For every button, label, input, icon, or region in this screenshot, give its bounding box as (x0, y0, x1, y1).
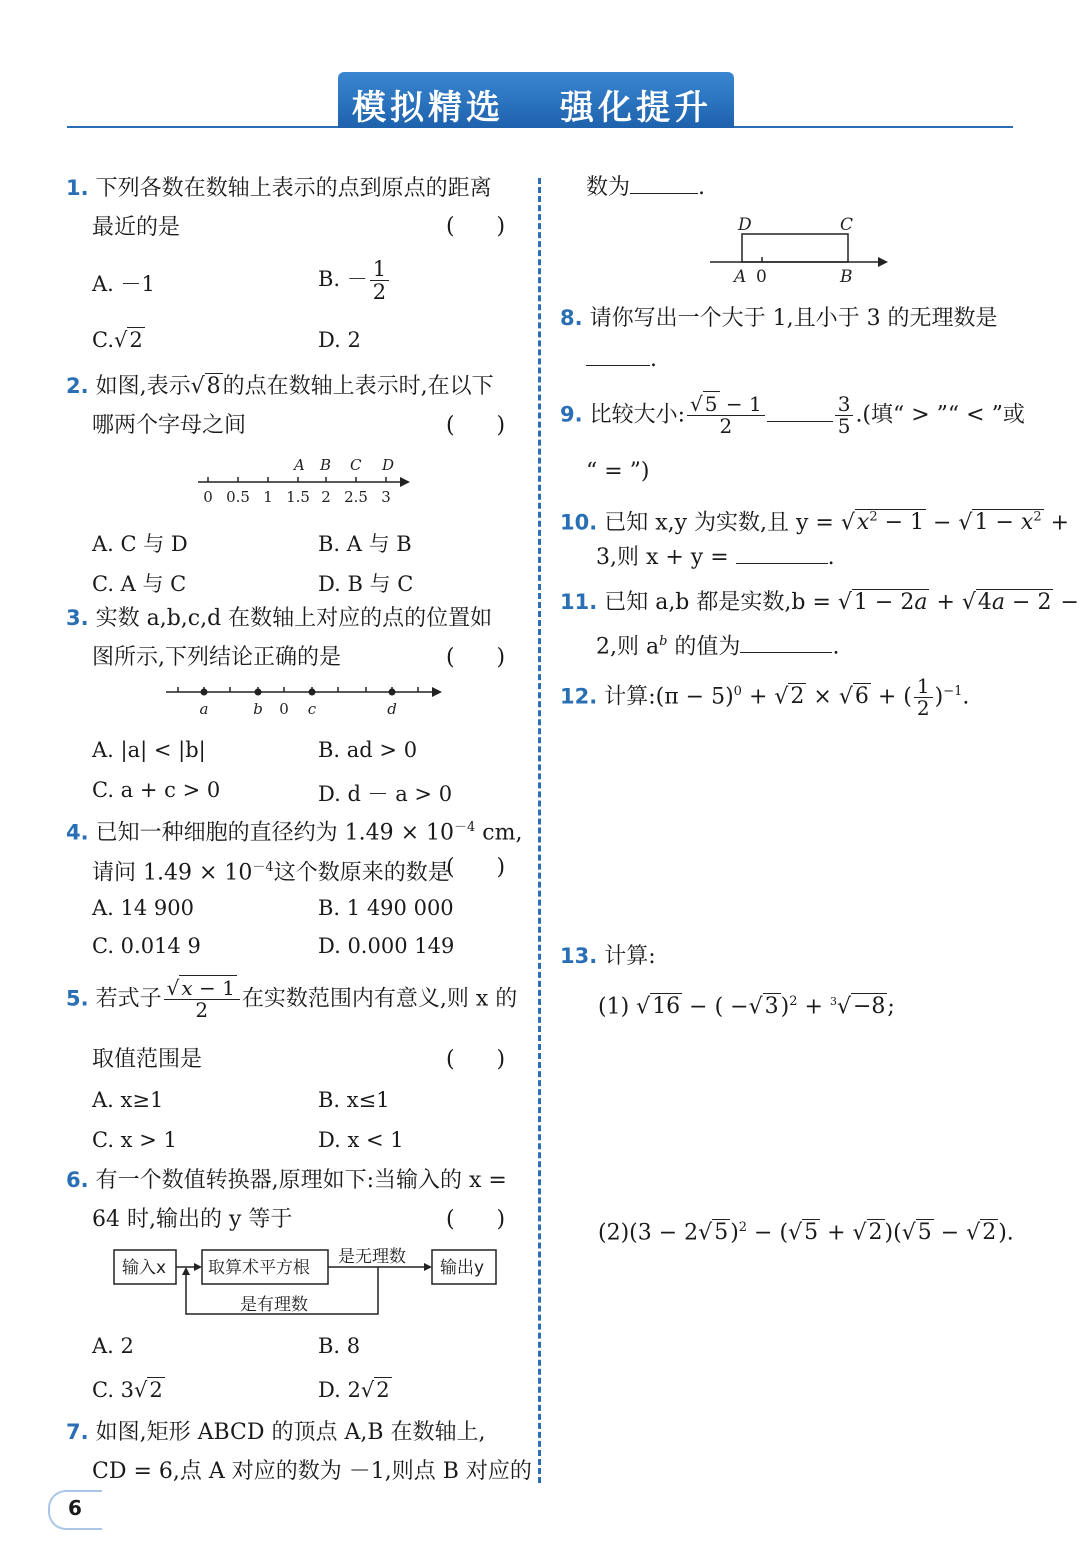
answer-paren: ( ) (446, 1047, 506, 1072)
axis-tick-label: 0 (203, 488, 213, 506)
axis-label: b (253, 700, 263, 718)
axis-letter: B (320, 456, 332, 474)
axis-letter: C (350, 456, 362, 474)
question-13-part2: $(2)(3 - 2√5)^2 - (√5 + √2)(√5 - √2)$. (598, 1220, 1014, 1246)
q2-option-d: D. B 与 C (318, 572, 414, 596)
q1-option-c: C.√2 (92, 328, 143, 352)
fig-label-b: B (840, 267, 853, 287)
axis-label: a (199, 700, 209, 718)
q6-option-d: D. 2√2 (318, 1378, 390, 1402)
q3-option-c: C. a + c > 0 (92, 778, 221, 802)
axis-label: c (307, 700, 317, 718)
question-5-line2: 取值范围是 (92, 1047, 203, 1072)
axis-letter: D (382, 456, 395, 474)
fig-label-zero: 0 (756, 267, 767, 287)
q3-option-b: B. ad > 0 (318, 738, 418, 762)
question-8: 8. 请你写出一个大于 1,且小于 3 的无理数是 (560, 306, 998, 331)
column-divider (538, 178, 541, 1483)
axis-label: d (387, 700, 397, 718)
question-1: 1. 下列各数在数轴上表示的点到原点的距离 (66, 176, 492, 201)
fig-label-c: C (840, 215, 854, 235)
q4-option-d: D. 0.000 149 (318, 934, 455, 958)
q2-number-line (190, 450, 420, 512)
banner-title-left: 模拟精选 (352, 88, 504, 128)
flow-label-irrational: 是无理数 (338, 1247, 406, 1267)
flow-box-output: 输出y (440, 1258, 485, 1278)
banner-title-right: 强化提升 (560, 88, 712, 128)
q5-option-d: D. x < 1 (318, 1128, 404, 1152)
flow-box-input: 输入x (122, 1258, 167, 1278)
question-11-line2: 2,则 $a^b$ 的值为 . (596, 622, 839, 667)
question-6-line2: 64 时,输出的 y 等于 (92, 1207, 293, 1232)
q1-option-d: D. 2 (318, 328, 361, 352)
q4-option-a: A. 14 900 (92, 896, 194, 920)
question-2-line2: 哪两个字母之间 (92, 413, 247, 438)
page-number: 6 (68, 1496, 82, 1520)
question-13-part1: (1) √16 − ( −√3)$^2$ + $^3$√−8; (598, 994, 895, 1020)
question-11: 11. 已知 a,b 都是实数,b = √1 − 2a + √4a − 2 − (560, 590, 1079, 615)
q6-flowchart (110, 1240, 502, 1320)
q3-number-line (162, 676, 452, 722)
question-7: 7. 如图,矩形 ABCD 的顶点 A,B 在数轴上, (66, 1420, 486, 1445)
fig-label-d: D (738, 215, 752, 235)
q4-option-c: C. 0.014 9 (92, 934, 201, 958)
question-3-line2: 图所示,下列结论正确的是 (92, 645, 341, 670)
axis-tick-label: 3 (381, 488, 391, 506)
question-4-line2: 请问 $1.49 \times 10^{-4}$这个数原来的数是 (92, 860, 450, 886)
question-5: 5. 若式子 $\frac{√ x - 1}{2}$ 在实数范围内有意义,则 x 的 (66, 976, 518, 1022)
question-9-line2: “ = ”) (586, 459, 650, 484)
flow-label-rational: 是有理数 (240, 1295, 308, 1315)
question-4: 4. 已知一种细胞的直径约为 $1.49 \times 10^{-4}$ cm, (66, 820, 523, 846)
q5-option-b: B. x≤1 (318, 1088, 390, 1112)
question-10-line2: 3,则 x + y = . (596, 538, 835, 578)
question-10: 10. 已知 x,y 为实数,且 $y = √x^2 - 1 - √1 - x^2$ + (560, 510, 1070, 536)
axis-tick-label: 2.5 (344, 488, 368, 506)
question-12: 12. 计算:(π − 5)$^0$ + √2 × √6 + ( $\frac{1}{2}$ )$^{-1}$. (560, 673, 970, 720)
fig-label-a: A (734, 267, 747, 287)
q6-option-c: C. 3√2 (92, 1378, 163, 1402)
answer-paren: ( ) (446, 1207, 506, 1232)
answer-paren: ( ) (446, 413, 506, 438)
answer-paren: ( ) (446, 214, 506, 239)
question-3: 3. 实数 a,b,c,d 在数轴上对应的点的位置如 (66, 606, 493, 631)
question-13: 13. 计算: (560, 944, 656, 969)
question-7-line3: 数为 . (586, 168, 705, 208)
q5-option-c: C. x > 1 (92, 1128, 177, 1152)
axis-tick-label: 1 (263, 488, 273, 506)
axis-tick-label: 1.5 (286, 488, 310, 506)
question-7-line2: CD = 6,点 A 对应的数为 －1,则点 B 对应的 (92, 1459, 532, 1484)
q6-option-b: B. 8 (318, 1334, 361, 1358)
answer-paren: ( ) (446, 645, 506, 670)
question-2: 2. 如图,表示√8的点在数轴上表示时,在以下 (66, 374, 494, 399)
answer-paren: ( ) (446, 855, 506, 880)
q3-option-d: D. d － a > 0 (318, 782, 453, 806)
q2-option-a: A. C 与 D (92, 532, 188, 556)
q1-option-a: A. －1 (92, 272, 155, 296)
axis-tick-label: 0.5 (226, 488, 250, 506)
q4-option-b: B. 1 490 000 (318, 896, 454, 920)
axis-letter: A (294, 456, 305, 474)
q2-option-c: C. A 与 C (92, 572, 187, 596)
flow-box-sqrt: 取算术平方根 (208, 1258, 310, 1278)
question-1-line2: 最近的是 (92, 215, 181, 240)
axis-tick-label: 2 (321, 488, 331, 506)
question-9: 9. 比较大小: $\frac{√ 5 - 1}{2}$ $\frac{3}{5}$ .(填“ > ”“ < ”或 (560, 392, 1025, 438)
q5-option-a: A. x≥1 (92, 1088, 164, 1112)
q2-option-b: B. A 与 B (318, 532, 412, 556)
question-6: 6. 有一个数值转换器,原理如下:当输入的 x = (66, 1168, 507, 1193)
question-8-line2: . (586, 340, 657, 380)
q6-option-a: A. 2 (92, 1334, 134, 1358)
q3-option-a: A. |a| < |b| (92, 738, 206, 762)
q7-figure (704, 212, 894, 288)
q1-option-b: B. － $\frac{1}{2}$ (318, 258, 391, 303)
axis-label: 0 (279, 700, 289, 718)
